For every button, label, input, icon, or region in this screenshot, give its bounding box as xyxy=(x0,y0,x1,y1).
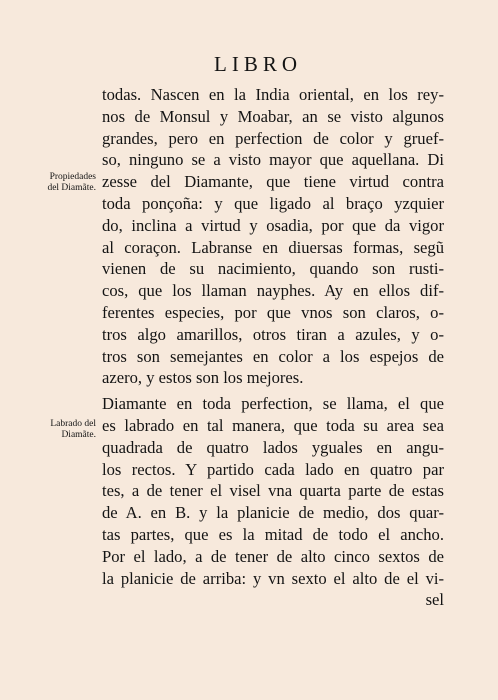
margin-note-cutting xyxy=(22,419,96,441)
text-line: do, inclina a virtud y osadia, por que da vigor xyxy=(102,215,444,235)
text-line: tas partes, que es la mitad de todo el ancho. xyxy=(102,524,444,544)
running-head: LIBRO xyxy=(214,52,302,76)
text-line: tros algo amarillos, otros tiran a azules, y o- xyxy=(102,324,444,344)
margin-note-properties xyxy=(22,172,96,194)
text-line: grandes, pero en perfection de color y gruef- xyxy=(102,128,444,148)
text-line: Por el lado, a de tener de alto cinco sextos de xyxy=(102,546,444,566)
text-line: la planicie de arriba: y vn sexto el alto de el vi- xyxy=(102,568,444,588)
body-text xyxy=(102,84,444,611)
text-line: los rectos. Y partido cada lado en quatro par xyxy=(102,459,444,479)
text-line: de A. en B. y la planicie de medio, dos quar- xyxy=(102,503,444,523)
text-line: ferentes especies, por que vnos son claros, o- xyxy=(102,302,444,322)
text-line: quadrada de quatro lados yguales en angu- xyxy=(102,437,444,457)
text-line: toda ponçoña: y que ligado al braço yzquier xyxy=(102,193,444,213)
text-line: nos de Monsul y Moabar, an se visto algunos xyxy=(102,106,444,126)
margin-note-line: del Diamãte. xyxy=(47,183,96,193)
text-line: zesse del Diamante, que tiene virtud contra xyxy=(102,172,444,192)
margin-note-line: Propiedades xyxy=(49,172,96,182)
paragraph-properties xyxy=(102,84,444,389)
text-line: es labrado en tal manera, que toda su area sea xyxy=(102,415,444,435)
text-line: al coraçon. Labranse en diuersas formas, segũ xyxy=(102,237,444,257)
text-line: tros son semejantes en color a los espejos de xyxy=(102,346,444,366)
text-line: vienen de su nacimiento, quando son rusti- xyxy=(102,259,444,279)
paragraph-cutting xyxy=(102,393,444,611)
text-line: todas. Nascen en la India oriental, en los rey- xyxy=(102,85,444,104)
margin-note-line: Diamãte. xyxy=(61,430,96,440)
text-line: azero, y estos son los mejores. xyxy=(102,368,304,388)
text-line: so, ninguno se a visto mayor que aquellana. Di xyxy=(102,150,444,170)
text-line: tes, a de tener el visel vna quarta parte de estas xyxy=(102,481,444,501)
text-line: sel xyxy=(425,590,444,610)
text-line: cos, que los llaman nayphes. Ay en ellos dif- xyxy=(102,281,444,301)
text-line: Diamante en toda perfection, se llama, el que xyxy=(102,394,444,414)
margin-note-line: Labrado del xyxy=(50,419,96,429)
